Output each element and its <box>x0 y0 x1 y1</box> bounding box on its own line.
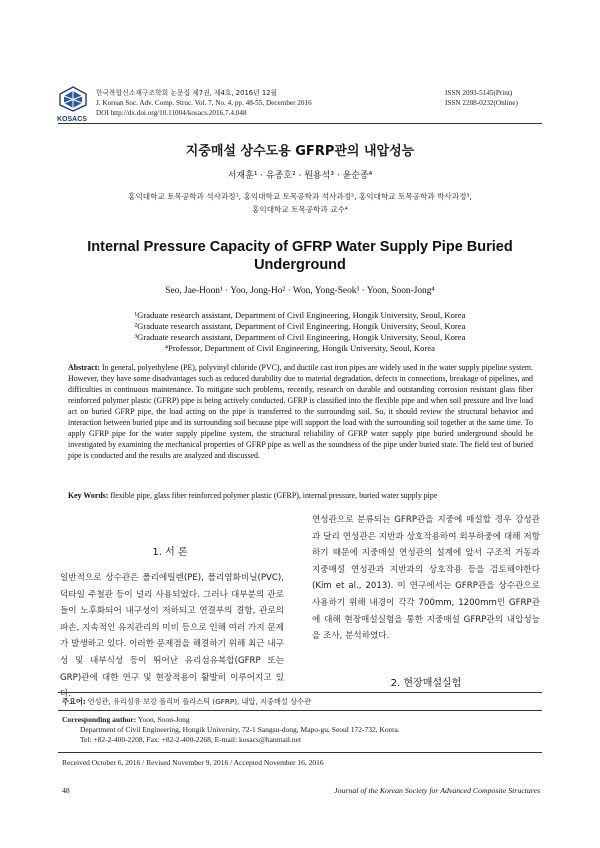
right-column-paragraph: 연성관으로 분류되는 GFRP관을 지중에 매설할 경우 강성관과 달리 연성관은 지반과 상호작용하여 외부하중에 대해 저항하기 때문에 지중매설 연성관의 설계에 앞서 구조적 거동과 지중매설 연성관과 지반과의 상호작용 등을 검토해야한다 (Kim et al., 2013). 이 연구에서는 GFRP관을 상수관으로 사용하기 위해 내경이 각각 700mm, 1200mm인 GFRP관에 대해 현장매설실험을 통한 지중매설 GFRP관의 내압성능을 조사, 분석하였다. <box>312 515 540 642</box>
keywords-label: Key Words: <box>68 491 109 500</box>
authors-kr: 서재훈¹ · 유종호² · 원용석³ · 윤순종⁴ <box>227 171 373 181</box>
issn-print: ISSN 2093-5145(Print) <box>445 89 513 97</box>
affiliation-en-line: ¹Graduate research assistant, Department of Civil Engineering, Hongik University, Seoul, Korea <box>134 310 466 320</box>
footer-journal-name: Journal of the Korean Society for Advanced Composite Structures <box>334 786 540 795</box>
page-number: 48 <box>62 786 70 795</box>
abstract <box>68 362 533 461</box>
affiliations-kr <box>58 190 542 216</box>
journal-name-kr: 한국복합신소재구조학회 논문집 제7권, 제4호, 2016년 12월 <box>96 89 278 97</box>
corresponding-author <box>62 715 542 745</box>
journal-header <box>96 88 312 118</box>
footnote-divider-2 <box>58 710 542 711</box>
authors-en: Seo, Jae-Hoon¹ · Yoo, Jong-Ho² · Won, Yong-Seok³ · Yoon, Soon-Jong⁴ <box>165 286 435 296</box>
issn-online: ISSN 2288-0232(Online) <box>445 99 518 107</box>
corresponding-contact: Tel: +82-2-400-2208, Fax: +82-2-400-2268, E-mail: kosacs@hanmail.net <box>80 735 302 744</box>
abstract-label: Abstract: <box>68 363 100 372</box>
affiliation-en-line: ³Graduate research assistant, Department of Civil Engineering, Hongik University, Seoul, Korea <box>134 332 466 342</box>
article-dates: Received October 6, 2016 / Revised November 9, 2016 / Accepted November 16, 2016 <box>62 758 324 767</box>
corresponding-name: Yoon, Soon-Jong <box>137 715 190 724</box>
keywords <box>68 490 533 501</box>
footnote-divider-3 <box>58 752 542 753</box>
corresponding-label: Corresponding author: <box>62 715 137 724</box>
intro-paragraph: 일반적으로 상수관은 폴리에틸렌(PE), 폴리염화비닐(PVC), 덕타일 주철관 등이 널리 사용되었다. 그러나 대부분의 관로들이 노후화되어 내구성이 저하되고 연결부의 결함, 관로의 파손, 지속적인 유지관리의 미비 등으로 인해 여러 가지 문제가 발생하고 있다. 이러한 문제점을 해결하기 위해 최근 내구성 및 내부식성 등이 뛰어난 유리섬유복합(GFRP 또는 GRP)관에 대한 연구 및 현장적용이 활발히 이루어지고 있다. <box>60 573 284 700</box>
corresponding-address: Department of Civil Engineering, Hongik University, 72-1 Sangsu-dong, Mapo-gu, Seoul 172-732, Korea. <box>80 725 400 734</box>
affiliation-kr-line: 홍익대학교 토목공학과 교수⁴ <box>252 205 348 214</box>
title-en <box>58 238 542 274</box>
doi-link[interactable]: DOI http://dx.doi.org/10.11004/kosacs.2016.7.4.048 <box>96 109 247 117</box>
journal-name-en: J. Korean Soc. Adv. Comp. Struc. Vol. 7, No. 4, pp. 48-55, December 2016 <box>96 99 312 107</box>
title-en-line: Internal Pressure Capacity of GFRP Water Supply Pipe Buried <box>87 239 513 255</box>
abstract-text: In general, polyethylene (PE), polyvinyl chloride (PVC), and ductile cast iron pipes are widely used in the water supply pipeline system. However, they have some disadvantages such as reduced durability due to material degradation, defects in connections, breakage of pipelines, and difficulties in continuous maintenance. To mitigate such problems, recently, research on durable and outstanding corrosion resistant glass fiber reinforced polymer plastic (GFRP) pipe is being actively conducted. GFRP is classified into the flexible pipe and when soil pressure and live load act on buried GFRP pipe, the load acting on the pipe is transferred to the surrounding soil. So, it should review the structural behavior and interaction between buried pipe and its surrounding soil because pipe will support the load with the surrounding soil together at the same time. To apply GFRP pipe for the water supply pipeline system, the structural reliability of GFRP water supply pipe buried underground should be investigated by examining the mechanical properties of GFRP pipe as well as the soundness of the pipe under buried state. The field test of buried pipe is conducted and the results are analyzed and discussed. <box>68 363 533 460</box>
title-en-line: Underground <box>254 257 346 273</box>
affiliation-en-line: ⁴Professor, Department of Civil Engineering, Hongik University, Seoul, Korea <box>165 343 435 353</box>
title-kr: 지중매설 상수도용 GFRP관의 내압성능 <box>185 144 415 159</box>
logo-text: KOSACS <box>57 116 87 123</box>
keywords-text: flexible pipe, glass fiber reinforced polymer plastic (GFRP), internal pressure, buried water supply pipe <box>110 491 438 500</box>
section-heading-introduction: 1. 서 론 <box>152 547 188 558</box>
keywords-kr-label: 주요어: <box>62 697 86 706</box>
affiliation-kr-line: 홍익대학교 토목공학과 석사과정¹, 홍익대학교 토목공학과 석사과정², 홍익대학교 토목공학과 박사과정³, <box>128 192 472 201</box>
kosacs-logo <box>58 86 88 122</box>
keywords-kr <box>62 697 542 707</box>
affiliation-en-line: ²Graduate research assistant, Department of Civil Engineering, Hongik University, Seoul, Korea <box>134 321 466 331</box>
issn-block <box>445 88 518 108</box>
logo-mark-icon <box>58 86 88 112</box>
affiliations-en <box>58 310 542 354</box>
section-heading-field-test: 2. 현장매설실험 <box>390 678 462 689</box>
header-divider <box>58 123 542 124</box>
keywords-kr-text: 연성관, 유리섬유 보강 폴리머 플라스틱 (GFRP), 내압, 지중매설 상수관 <box>87 697 311 706</box>
footnote-divider <box>58 692 542 693</box>
